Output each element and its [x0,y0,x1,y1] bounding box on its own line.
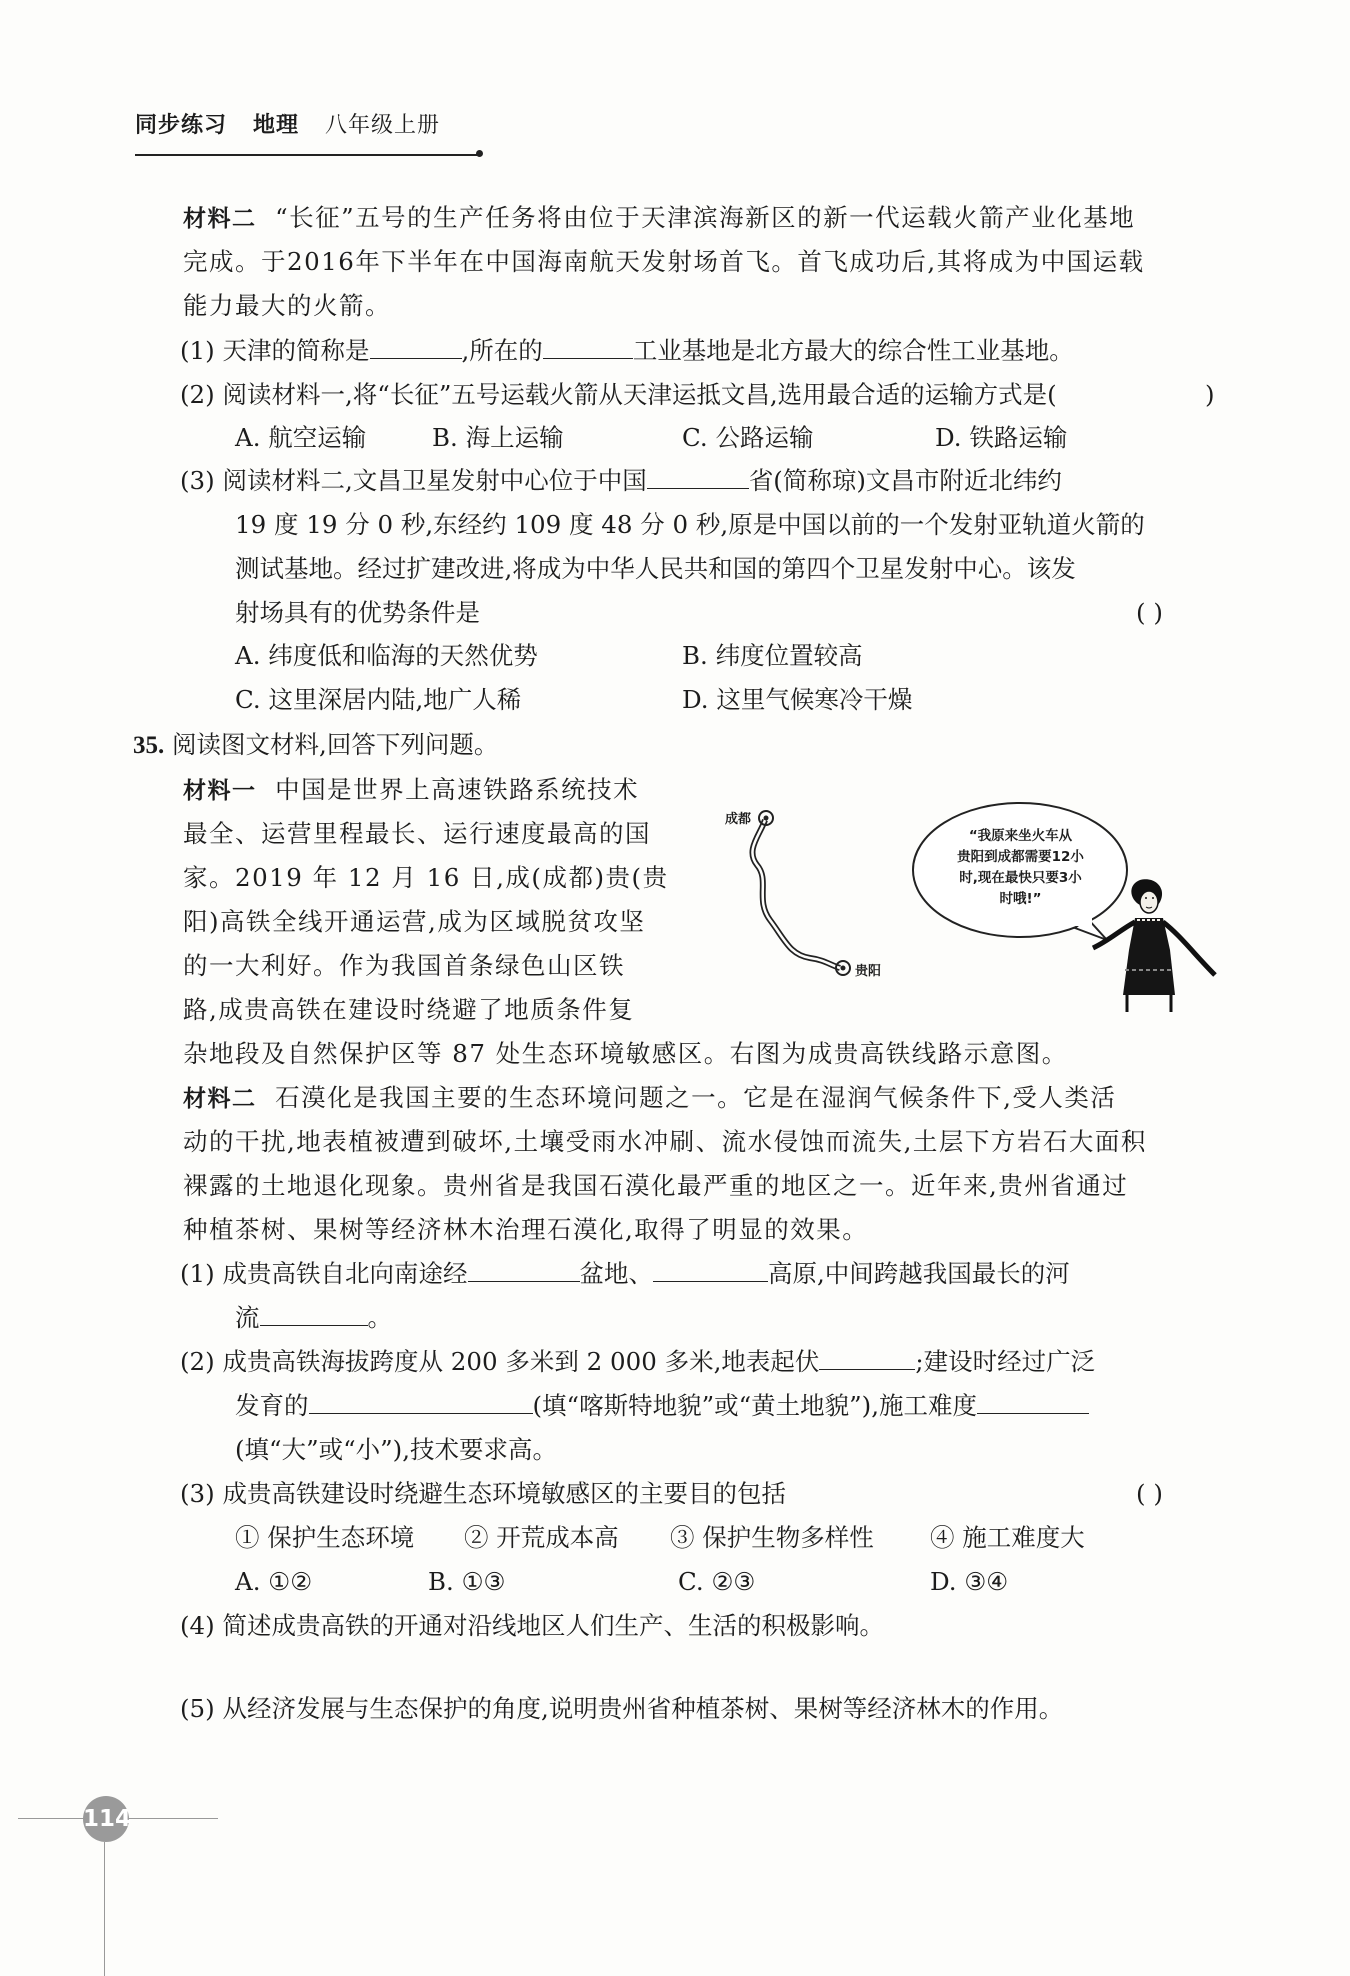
speech-bubble-text: “我原来坐火车从 贵阳到成都需要12小 时,现在最快只要3小 时哦!” [957,828,1084,907]
railway-route-line [752,820,840,968]
q35-part3-choice-1: ① 保护生态环境 [235,1523,415,1552]
footer-vertical-rule [104,1842,105,1976]
header-series: 同步练习 [135,113,228,138]
running-header [135,108,466,139]
map-label-guiyang: 贵阳 [855,964,882,979]
q34-part3-option-b[interactable]: B. 纬度位置较高 [682,641,863,670]
q34-part3-line4: 射场具有的优势条件是 [235,598,480,627]
answer-blank[interactable] [543,336,633,359]
q35-material1-line2: 最全、运营里程最长、运行速度最高的国 [183,819,651,848]
q35-material2-line1: 材料二 石漠化是我国主要的生态环境问题之一。它是在湿润气候条件下,受人类活 [183,1083,1117,1112]
q35-part2-line2: 发育的 (填“喀斯特地貌”或“黄土地貌”),施工难度 [235,1391,1089,1421]
q34-part3-option-a[interactable]: A. 纬度低和临海的天然优势 [235,641,538,670]
q35-material2-line2: 动的干扰,地表植被遭到破坏,土壤受雨水冲刷、流水侵蚀而流失,土层下方岩石大面积 [183,1127,1147,1156]
header-rule-dot [476,150,483,157]
q35-part4: (4) 简述成贵高铁的开通对沿线地区人们生产、生活的积极影响。 [180,1611,885,1640]
q34-part3-line1: (3) 阅读材料二,文昌卫星发射中心位于中国 省(简称琼)文昌市附近北纬约 [180,466,1062,495]
q35-part1-line2: 流 。 [235,1303,392,1332]
q35-part3-option-a[interactable]: A. ①② [235,1567,313,1596]
q34-part3-option-d[interactable]: D. 这里气候寒冷干燥 [682,685,913,714]
q35-part3-option-c[interactable]: C. ②③ [678,1567,756,1596]
q35-part2-line1: (2) 成贵高铁海拔跨度从 200 多米到 2 000 多米,地表起伏 ;建设时经过广泛 [180,1347,1096,1376]
q35-material1-line5: 的一大利好。作为我国首条绿色山区铁 [183,951,625,980]
q35-part3-stem: (3) 成贵高铁建设时绕避生态环境敏感区的主要目的包括 [180,1479,787,1508]
q35-material1-line3: 家。2019 年 12 月 16 日,成(成都)贵(贵 [183,863,669,892]
q35-part5: (5) 从经济发展与生态保护的角度,说明贵州省种植茶树、果树等经济林木的作用。 [180,1694,1064,1723]
q34-material2-label: 材料二 [183,206,257,232]
q35-part3-option-b[interactable]: B. ①③ [428,1567,506,1596]
q35-part2-line3: (填“大”或“小”),技术要求高。 [235,1435,558,1464]
q35-part3-option-d[interactable]: D. ③④ [930,1567,1009,1596]
header-rule [135,154,480,156]
q35-part3-answer-paren[interactable]: ( ) [1136,1479,1163,1508]
q34-material2-line2: 完成。于2016年下半年在中国海南航天发射场首飞。首飞成功后,其将成为中国运载 [183,247,1145,276]
q35-part3-choice-3: ③ 保护生物多样性 [670,1523,874,1552]
answer-blank[interactable] [370,336,462,359]
answer-blank[interactable] [309,1391,533,1414]
q35-material1-line7: 杂地段及自然保护区等 87 处生态环境敏感区。右图为成贵高铁线路示意图。 [183,1039,1068,1068]
q34-part2: (2) 阅读材料一,将“长征”五号运载火箭从天津运抵文昌,选用最合适的运输方式是( [180,380,1057,409]
q35-material1-line4: 阳)高铁全线开通运营,成为区域脱贫攻坚 [183,907,646,936]
answer-blank[interactable] [647,466,749,489]
map-label-chengdu: 成都 [725,812,752,827]
q35-part3-choice-2: ② 开荒成本高 [464,1523,619,1552]
q34-part3-option-c[interactable]: C. 这里深居内陆,地广人稀 [235,685,522,714]
q35-material1-line1: 材料一 中国是世界上高速铁路系统技术 [183,775,640,804]
q34-part2-close-paren: ) [1205,380,1215,409]
header-grade: 八年级上册 [325,113,441,138]
q34-part1: (1) 天津的简称是 ,所在的 工业基地是北方最大的综合性工业基地。 [180,336,1074,365]
q35-material1-label: 材料一 [183,778,257,804]
q34-part2-option-d[interactable]: D. 铁路运输 [935,423,1068,452]
q35-heading: 35. 阅读图文材料,回答下列问题。 [133,730,499,759]
q34-material2-line1: 材料二 “长征”五号的生产任务将由位于天津滨海新区的新一代运载火箭产业化基地 [183,203,1136,232]
q35-material2-line4: 种植茶树、果树等经济林木治理石漠化,取得了明显的效果。 [183,1215,869,1244]
q34-part3-answer-paren[interactable]: ( ) [1136,598,1163,627]
answer-blank[interactable] [260,1303,368,1326]
q35-part3-choice-4: ④ 施工难度大 [930,1523,1085,1552]
railway-route-figure [715,790,1235,1015]
q34-part2-option-b[interactable]: B. 海上运输 [432,423,564,452]
q35-material1-line6: 路,成贵高铁在建设时绕避了地质条件复 [183,995,635,1024]
q35-material2-line3: 裸露的土地退化现象。贵州省是我国石漠化最严重的地区之一。近年来,贵州省通过 [183,1171,1129,1200]
q35-number: 35. [133,732,165,759]
answer-blank[interactable] [468,1259,580,1282]
answer-blank[interactable] [653,1259,768,1282]
q35-part1-line1: (1) 成贵高铁自北向南途经 盆地、 高原,中间跨越我国最长的河 [180,1259,1070,1288]
answer-blank[interactable] [819,1347,915,1370]
q34-part3-line2: 19 度 19 分 0 秒,东经约 109 度 48 分 0 秒,原是中国以前的一个发射亚轨道火箭的 [235,510,1145,539]
header-subject: 地理 [253,113,300,138]
q34-material2-line3: 能力最大的火箭。 [183,291,391,320]
q34-part3-line3: 测试基地。经过扩建改进,将成为中华人民共和国的第四个卫星发射中心。该发 [235,554,1076,583]
page-number: 114 [83,1796,129,1842]
q34-part2-option-c[interactable]: C. 公路运输 [682,423,814,452]
answer-blank[interactable] [977,1391,1089,1414]
q34-part2-option-a[interactable]: A. 航空运输 [235,423,367,452]
q35-material2-label: 材料二 [183,1086,257,1112]
